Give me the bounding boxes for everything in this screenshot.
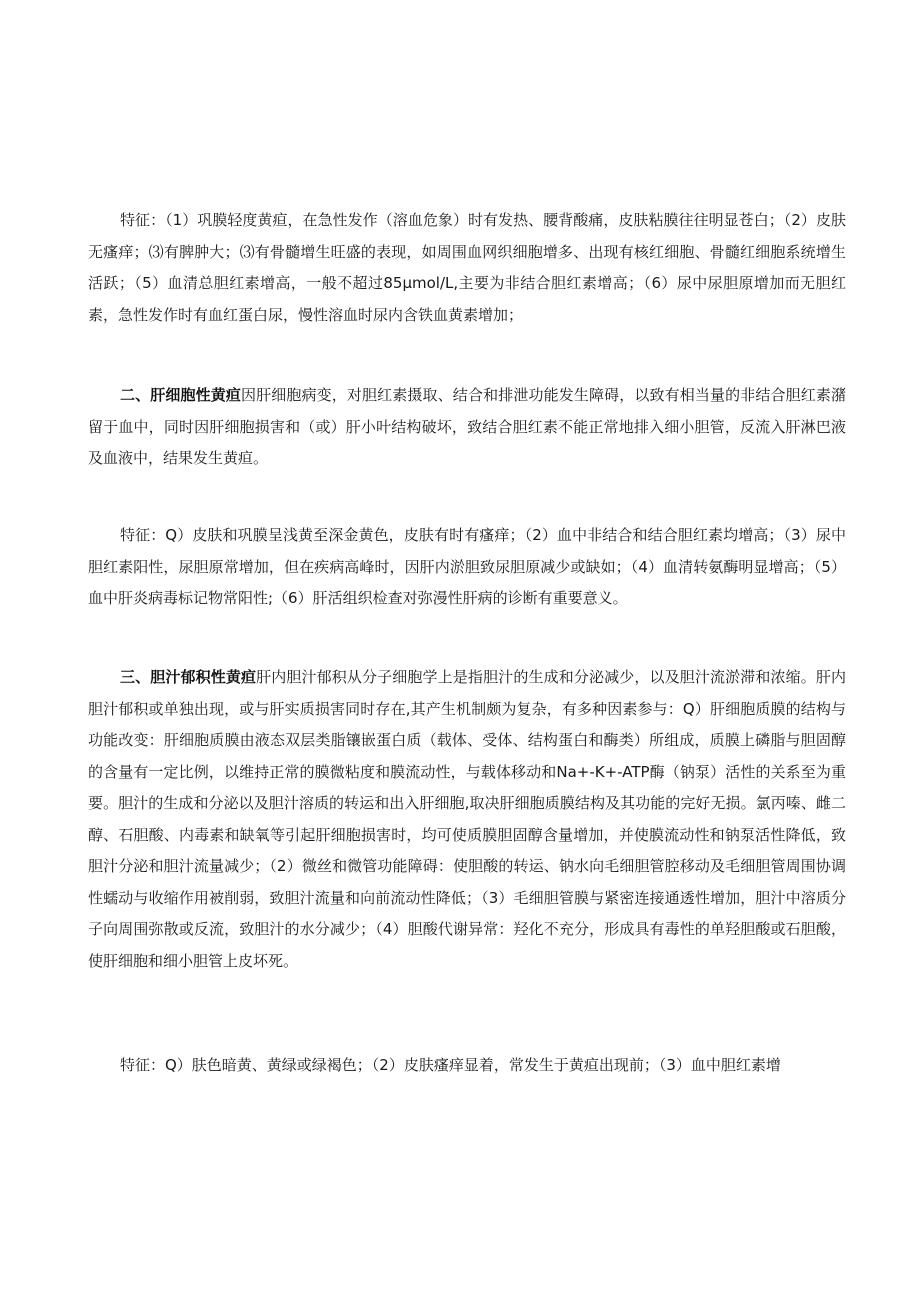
- paragraph-hemolytic-features: [88, 205, 846, 331]
- section-heading: 二、肝细胞性黄疸: [120, 386, 242, 404]
- paragraph-text: 因肝细胞病变，对胆红素摄取、结合和排泄功能发生障碍，以致有相当量的非结合胆红素潴留于血中，同时因肝细胞损害和（或）肝小叶结构破坏，致结合胆红素不能正常地排入细小胆管，反流入肝淋巴液及血液中，结果发生黄疸。: [88, 386, 846, 467]
- paragraph-text: 特征：Q）肤色暗黄、黄绿或绿褐色；（2）皮肤瘙痒显着，常发生于黄疸出现前；（3）血中胆红素增: [120, 1056, 781, 1074]
- paragraph-hepatocellular-features: [88, 520, 846, 615]
- paragraph-cholestatic-features: [88, 1050, 846, 1082]
- paragraph-hepatocellular-jaundice: [88, 380, 846, 475]
- paragraph-cholestatic-jaundice: [88, 662, 846, 977]
- paragraph-text: 肝内胆汁郁积从分子细胞学上是指胆汁的生成和分泌减少，以及胆汁流淤滞和浓缩。肝内胆汁郁积或单独出现，或与肝实质损害同时存在,其产生机制颇为复杂，有多种因素参与：Q）肝细胞质膜的结构与功能改变：肝细胞质膜由液态双层类脂镶嵌蛋白质（载体、受体、结构蛋白和酶类）所组成，质膜上磷脂与胆固醇的含量有一定比例，以维持正常的膜微粘度和膜流动性，与载体移动和Na+-K+-ATP酶（钠泵）活性的关系至为重要。胆汁的生成和分泌以及胆汁溶质的转运和出入肝细胞,取决肝细胞质膜结构及其功能的完好无损。氯丙嗪、雌二醇、石胆酸、内毒素和缺氧等引起肝细胞损害时，均可使质膜胆固醇含量增加，并使膜流动性和钠泵活性降低，致胆汁分泌和胆汁流量减少；（2）微丝和微管功能障碍：使胆酸的转运、钠水向毛细胆管腔移动及毛细胆管周围协调性蠕动与收缩作用被削弱，致胆汁流量和向前流动性降低；（3）毛细胆管膜与紧密连接通透性增加，胆汁中溶质分子向周围弥散或反流，致胆汁的水分减少；（4）胆酸代谢异常：羟化不充分，形成具有毒性的单羟胆酸或石胆酸，使肝细胞和细小胆管上皮坏死。: [88, 668, 846, 970]
- section-heading: 三、胆汁郁积性黄疸: [120, 668, 257, 686]
- paragraph-text: 特征：Q）皮肤和巩膜呈浅黄至深金黄色，皮肤有时有瘙痒；（2）血中非结合和结合胆红素均增高；（3）尿中胆红素阳性，尿胆原常增加，但在疾病高峰时，因肝内淤胆致尿胆原减少或缺如；（4）血清转氨酶明显增高；（5）血中肝炎病毒标记物常阳性;（6）肝活组织检查对弥漫性肝病的诊断有重要意义。: [88, 526, 846, 607]
- paragraph-text: 特征：（1）巩膜轻度黄疸，在急性发作（溶血危象）时有发热、腰背酸痛，皮肤粘膜往往明显苍白；（2）皮肤无瘙痒；⑶有脾肿大；⑶有骨髓增生旺盛的表现，如周围血网织细胞增多、出现有核红细胞、骨髓红细胞系统增生活跃；（5）血清总胆红素增高，一般不超过85μmol/L,主要为非结合胆红素增高；（6）尿中尿胆原增加而无胆红素，急性发作时有血红蛋白尿，慢性溶血时尿内含铁血黄素增加；: [88, 211, 846, 324]
